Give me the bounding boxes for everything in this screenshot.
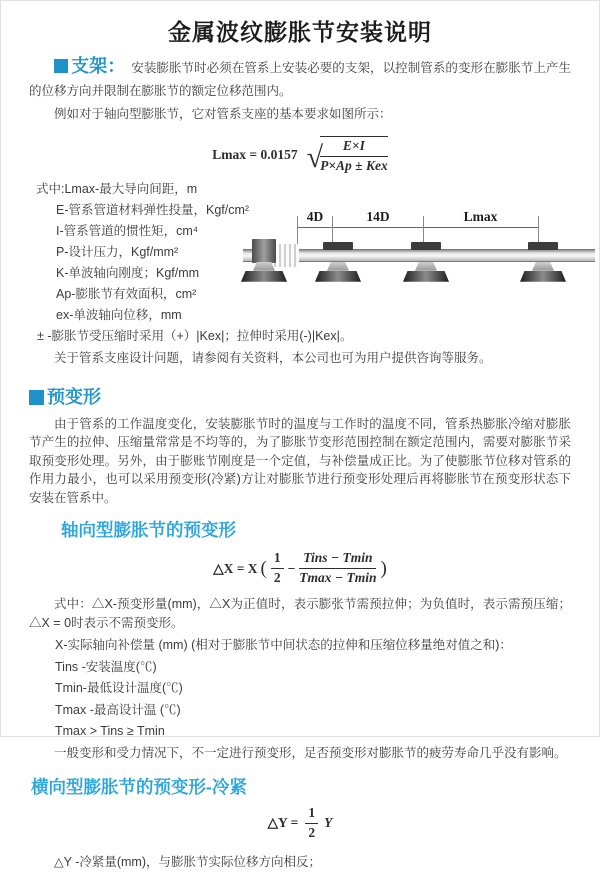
- preform-paragraph: 由于管系的工作温度变化，安装膨胀节时的温度与工作时的温度不同，管系热膨胀冷缩对膨胀节产生的拉伸、压缩量常常是不均等的，为了膨胀节变形范围控制在额定范围内，需要对膨胀节采取预变形处理。另外，由于膨账节刚度是一个定值，与补偿量成正比。为了使膨胀节位移对管系的作用力最小，也可以采用预变形(冷紧)方让对膨胀节进行预变形处理后再将膨胀节在预变形状态下安装在管系中。: [29, 416, 571, 505]
- axial-subheading: 轴向型膨胀节的预变形: [61, 520, 236, 541]
- fraction-denominator: 2: [273, 570, 281, 586]
- page-title: 金属波纹膨胀节安装说明: [168, 19, 432, 45]
- support-saddle: [327, 262, 349, 271]
- guide-support: [520, 209, 566, 305]
- lmax-formula: [1, 136, 599, 175]
- axial-definition-lines: [29, 635, 571, 764]
- axial-explain: 式中：△X-预变形量(mm)，△X为正值时，表示膨张节需预拉伸；为负值时，表示需预压缩；△X = 0时表示不需预变形。: [29, 597, 571, 630]
- dim-label-lmax: Lmax: [463, 208, 498, 224]
- pipe-support-diagram: [241, 209, 597, 309]
- guide-support: [315, 209, 361, 305]
- definition-line: 式中:Lmax-最大导向间距，m: [36, 181, 198, 196]
- minus-sign: −: [287, 560, 296, 576]
- lateral-formula-rhs: Y: [324, 815, 333, 831]
- fraction-numerator: Tins − Tmin: [299, 550, 376, 569]
- support-base: [315, 271, 361, 282]
- definition-line: Tmax > Tins ≥ Tmin: [55, 724, 165, 738]
- half-fraction: [271, 550, 284, 587]
- definition-line: 一般变形和受力情况下，不一定进行预变形，足否预变形对膨胀节的疲劳寿命几乎没有影响。: [54, 745, 567, 760]
- fraction-denominator: P×Ap ± Kex: [320, 157, 388, 173]
- lateral-subheading: 横向型膨胀节的预变形-冷紧: [31, 777, 247, 797]
- fraction-numerator: 1: [271, 550, 284, 569]
- preform-section-heading: [29, 383, 571, 409]
- sqrt-radical-icon: √: [306, 141, 324, 175]
- section-square-icon: [29, 390, 44, 405]
- definition-line: ex-单波轴向位移，mm: [56, 307, 182, 322]
- definition-line: Tins -安装温度(℃): [55, 659, 157, 674]
- preform-heading-text: 预变形: [47, 386, 101, 407]
- section-square-icon: [54, 59, 68, 73]
- definition-line: P-设计压力，Kgf/mm²: [56, 244, 179, 259]
- lateral-formula: [1, 805, 599, 842]
- definition-line: X-实际轴向补偿量 (mm) (相对于膨胀节中间状态的拉伸和压缩位移量绝对值之和)：: [55, 638, 512, 652]
- support-base: [403, 271, 449, 282]
- support-section-heading: 支架：: [71, 56, 126, 76]
- dim-label-14d: 14D: [366, 208, 390, 224]
- support-clamp: [411, 242, 441, 250]
- definitions-and-diagram: [36, 179, 599, 326]
- support-base: [520, 271, 566, 282]
- axial-formula: [1, 550, 599, 587]
- axial-formula-lhs: △X = X: [213, 560, 258, 576]
- lmax-formula-lhs: Lmax = 0.0157: [212, 147, 298, 163]
- support-base: [241, 271, 287, 282]
- support-intro-text: 安装膨胀节时必须在管系上安装必要的支架，以控制管系的变形在膨胀节上产生的位移方向并限制在膨胀节的额定位移范围内。: [29, 61, 571, 98]
- support-clamp: [323, 242, 353, 250]
- consult-note: 关于管系支座设计问题，请参阅有关资料，本公司也可为用户提供咨询等服务。: [54, 350, 492, 365]
- definition-line: Tmin-最低设计温度(℃): [55, 681, 183, 695]
- support-saddle: [532, 262, 554, 271]
- lateral-formula-lhs: △Y =: [267, 815, 299, 831]
- dim-label-4d: 4D: [306, 208, 324, 224]
- support-example-text: 例如对于轴向型膨胀节，它对管系支座的基本要求如图所示：: [54, 107, 392, 121]
- definition-line: Ap-膨胀节有效面积，cm²: [56, 286, 197, 301]
- half-fraction: [305, 805, 318, 842]
- support-intro-paragraph: [29, 55, 571, 103]
- fraction-numerator: E×I: [320, 138, 388, 157]
- fraction-denominator: 2: [308, 824, 316, 840]
- definition-line: K-单波轴向刚度；Kgf/mm: [56, 265, 200, 280]
- definition-line: Tmax -最高设计温 (℃): [55, 702, 181, 717]
- temperature-fraction: [299, 550, 376, 587]
- fraction-numerator: 1: [305, 805, 318, 824]
- anchor-support: [241, 209, 287, 305]
- support-saddle: [415, 262, 437, 271]
- open-paren: (: [260, 557, 267, 579]
- fraction-denominator: Tmax − Tmin: [299, 570, 377, 586]
- close-paren: ): [380, 557, 387, 579]
- guide-support: [403, 209, 449, 305]
- definition-line: E-管系管道材料弹性投量，Kgf/cm²: [56, 202, 250, 217]
- anchor-sleeve: [252, 239, 276, 263]
- support-saddle: [253, 262, 275, 271]
- lateral-note: △Y -冷紧量(mm)，与膨胀节实际位移方向相反；: [54, 854, 322, 869]
- plus-minus-note: ± -膨胀节受压缩时采用（+）|Kex|；拉伸时采用(-)|Kex|。: [37, 328, 353, 343]
- lmax-formula-fraction: [320, 136, 388, 175]
- support-clamp: [528, 242, 558, 250]
- definition-line: I-管系管道的惯性矩，cm⁴: [56, 223, 199, 238]
